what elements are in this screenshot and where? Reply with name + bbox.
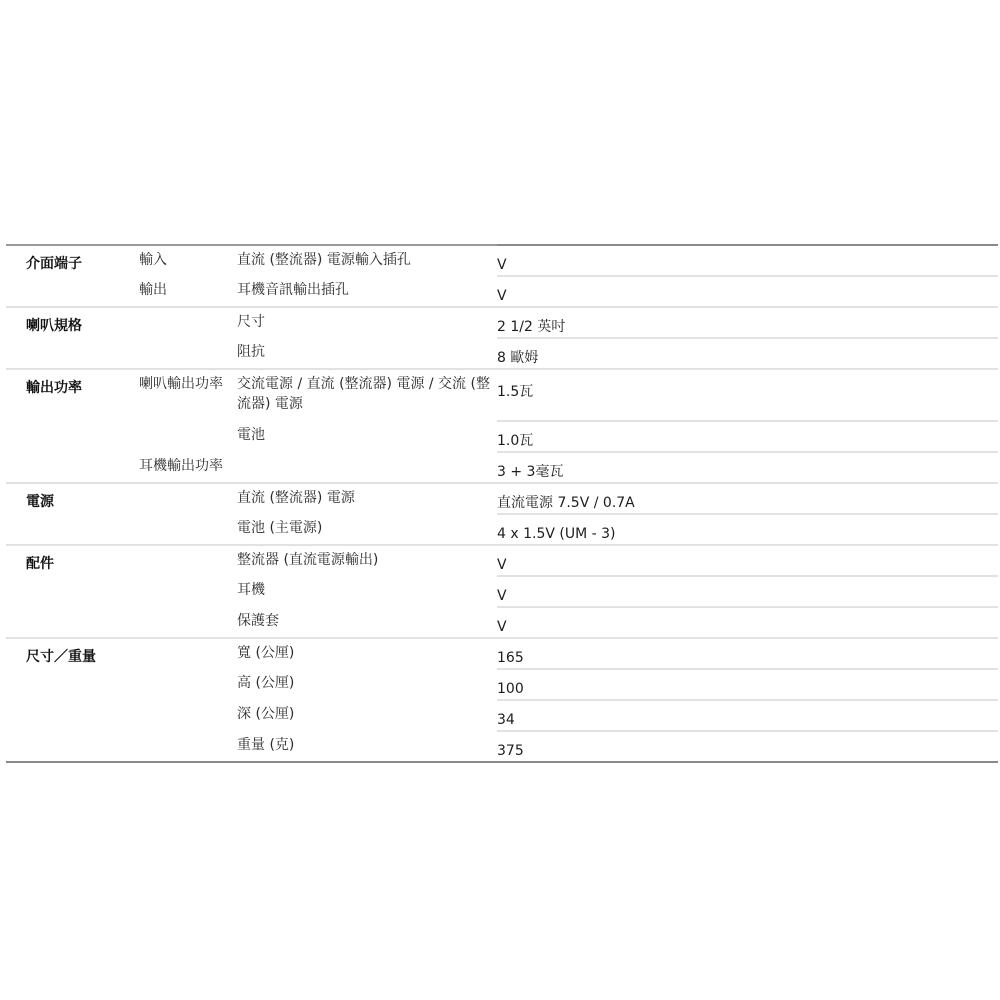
category-cell bbox=[6, 514, 117, 545]
subcategory-cell bbox=[117, 483, 235, 514]
value-cell: 3 + 3毫瓦 bbox=[497, 452, 998, 483]
subcategory-cell bbox=[117, 669, 235, 700]
item-cell: 電池 bbox=[237, 427, 265, 443]
table-row bbox=[6, 514, 998, 545]
item-cell: 電池 (主電源) bbox=[237, 520, 323, 536]
table-row bbox=[6, 700, 998, 731]
value-cell: 8 歐姆 bbox=[497, 338, 998, 369]
subcategory-cell bbox=[117, 576, 235, 607]
value-cell: V bbox=[497, 607, 998, 638]
subcategory-cell: 輸出 bbox=[139, 282, 167, 298]
table-row bbox=[6, 669, 998, 700]
subcategory-cell: 耳機輸出功率 bbox=[139, 458, 223, 474]
table-row bbox=[6, 307, 998, 338]
category-cell bbox=[6, 338, 117, 369]
category-cell bbox=[6, 669, 117, 700]
value-cell: 375 bbox=[497, 731, 998, 762]
category-cell bbox=[6, 452, 117, 483]
table-row bbox=[6, 576, 998, 607]
subcategory-cell bbox=[117, 607, 235, 638]
item-cell: 寬 (公厘) bbox=[235, 638, 497, 669]
value-cell: V bbox=[497, 576, 998, 607]
item-cell: 重量 (克) bbox=[235, 731, 497, 762]
subcategory-cell bbox=[117, 421, 235, 452]
item-cell bbox=[235, 452, 497, 483]
item-cell: 耳機音訊輸出插孔 bbox=[237, 282, 349, 298]
value-cell: 4 x 1.5V (UM - 3) bbox=[497, 514, 998, 545]
table-row bbox=[6, 638, 998, 669]
item-cell: 高 (公厘) bbox=[237, 675, 295, 691]
item-cell: 直流 (整流器) 電源輸入插孔 bbox=[235, 245, 497, 276]
table-row bbox=[6, 245, 998, 276]
table-row bbox=[6, 369, 998, 421]
category-cell: 配件 bbox=[6, 545, 117, 576]
table-row bbox=[6, 276, 998, 307]
value-cell: 165 bbox=[497, 638, 998, 669]
subcategory-cell bbox=[117, 731, 235, 762]
table-row bbox=[6, 452, 998, 483]
category-cell bbox=[6, 731, 117, 762]
category-cell: 輸出功率 bbox=[6, 369, 117, 421]
category-cell: 電源 bbox=[6, 483, 117, 514]
item-cell: 保護套 bbox=[237, 613, 279, 629]
item-cell: 阻抗 bbox=[237, 344, 265, 360]
value-cell: V bbox=[497, 245, 998, 276]
subcategory-cell: 喇叭輸出功率 bbox=[117, 369, 235, 421]
subcategory-cell bbox=[117, 638, 235, 669]
value-cell: 1.0瓦 bbox=[497, 421, 998, 452]
table-row bbox=[6, 731, 998, 762]
value-cell: V bbox=[497, 276, 998, 307]
table-row bbox=[6, 338, 998, 369]
table-row bbox=[6, 545, 998, 576]
item-cell: 耳機 bbox=[237, 582, 265, 598]
item-cell: 直流 (整流器) 電源 bbox=[235, 483, 497, 514]
value-cell: 2 1/2 英吋 bbox=[497, 307, 998, 338]
subcategory-cell bbox=[117, 307, 235, 338]
value-cell: 34 bbox=[497, 700, 998, 731]
spec-table bbox=[6, 244, 998, 763]
subcategory-cell bbox=[117, 700, 235, 731]
subcategory-cell bbox=[117, 545, 235, 576]
item-cell: 整流器 (直流電源輸出) bbox=[235, 545, 497, 576]
category-cell: 介面端子 bbox=[6, 245, 117, 276]
subcategory-cell bbox=[117, 338, 235, 369]
table-row bbox=[6, 483, 998, 514]
category-cell: 尺寸／重量 bbox=[6, 638, 117, 669]
item-cell: 尺寸 bbox=[235, 307, 497, 338]
category-cell bbox=[6, 576, 117, 607]
value-cell: 100 bbox=[497, 669, 998, 700]
table-row bbox=[6, 607, 998, 638]
category-cell bbox=[6, 421, 117, 452]
value-cell: V bbox=[497, 545, 998, 576]
value-cell: 1.5瓦 bbox=[497, 369, 998, 421]
item-cell: 交流電源 / 直流 (整流器) 電源 / 交流 (整流器) 電源 bbox=[235, 369, 497, 421]
subcategory-cell bbox=[117, 514, 235, 545]
table-row bbox=[6, 421, 998, 452]
item-cell: 深 (公厘) bbox=[237, 706, 295, 722]
category-cell: 喇叭規格 bbox=[6, 307, 117, 338]
value-cell: 直流電源 7.5V / 0.7A bbox=[497, 483, 998, 514]
category-cell bbox=[6, 700, 117, 731]
subcategory-cell: 輸入 bbox=[117, 245, 235, 276]
category-cell bbox=[6, 607, 117, 638]
category-cell bbox=[6, 276, 117, 307]
